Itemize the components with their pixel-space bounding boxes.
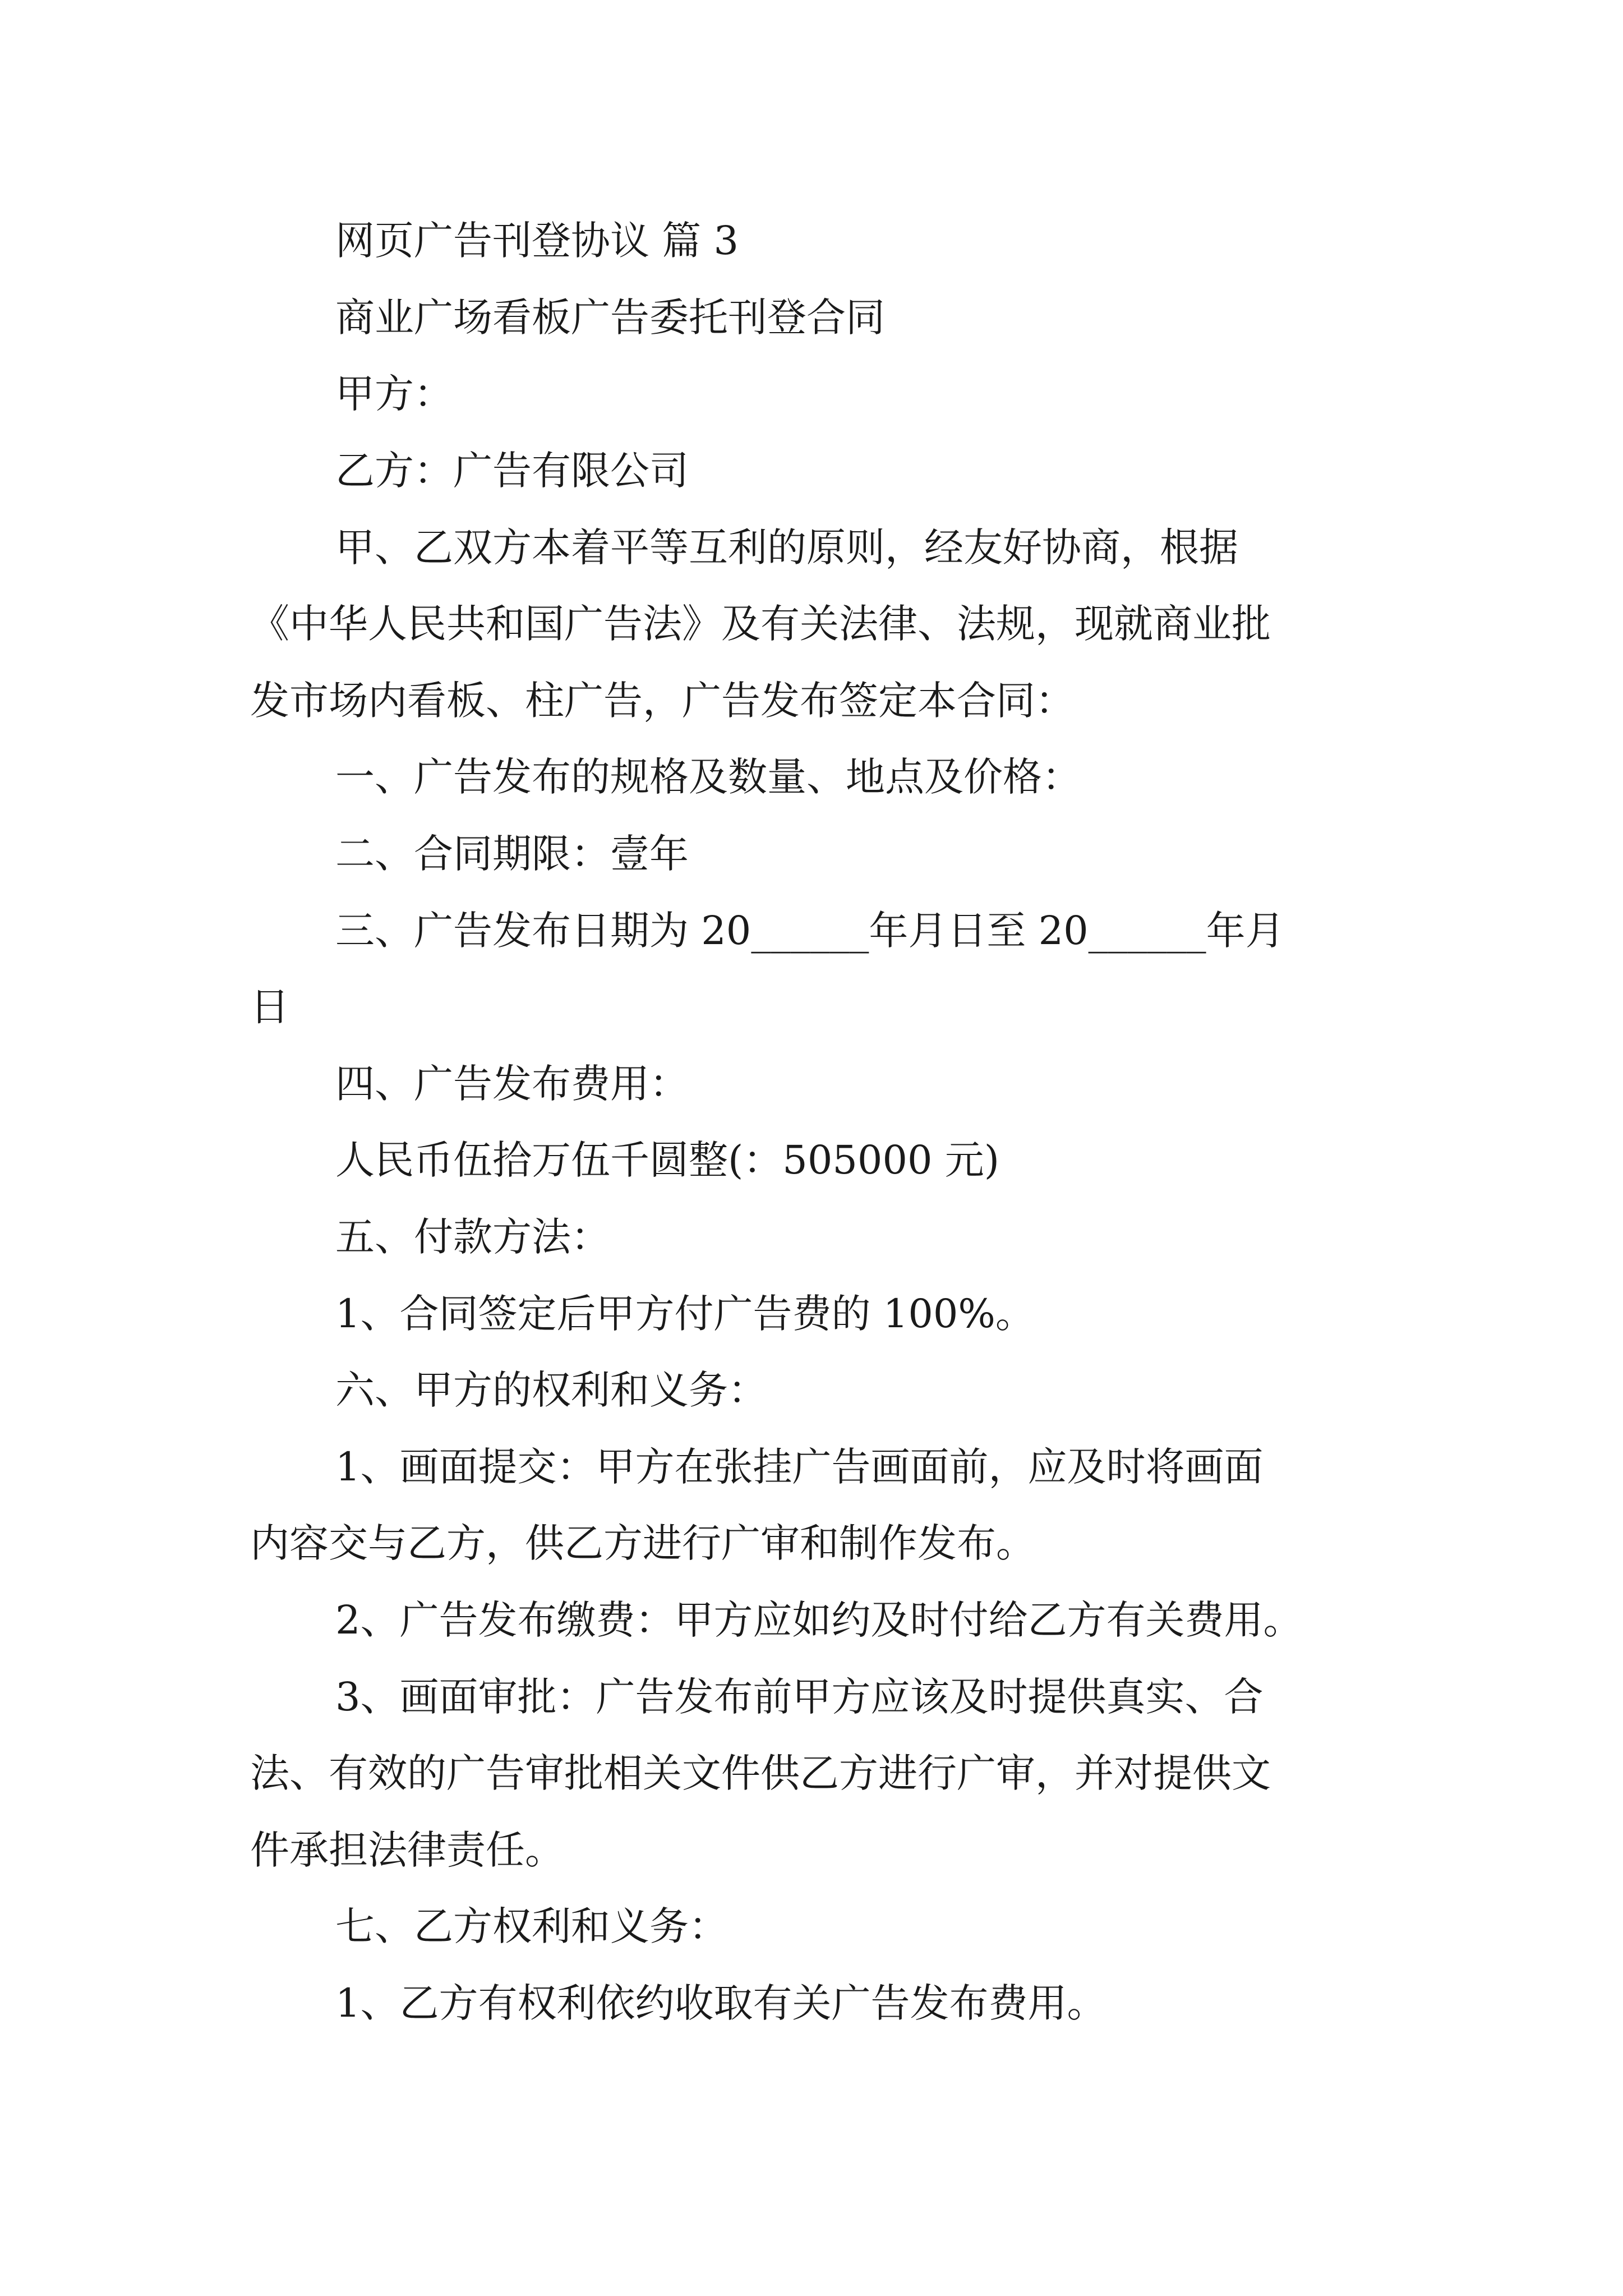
clause-6-item-3-line-1: 3、画面审批：广告发布前甲方应该及时提供真实、合 <box>335 1674 1264 1720</box>
clause-6-item-1-line-2: 内容交与乙方，供乙方进行广审和制作发布。 <box>250 1520 1035 1566</box>
intro-line-3: 发市场内看板、柱广告，广告发布签定本合同： <box>250 678 1075 724</box>
clause-7: 七、乙方权利和义务： <box>335 1903 728 1949</box>
clause-5: 五、付款方法： <box>335 1214 610 1260</box>
clause-6-item-3-line-3: 件承担法律责任。 <box>250 1827 564 1873</box>
intro-line-2: 《中华人民共和国广告法》及有关法律、法规，现就商业批 <box>250 601 1271 647</box>
clause-6-item-3-line-2: 法、有效的广告审批相关文件供乙方进行广审，并对提供文 <box>250 1750 1271 1796</box>
intro-line-1: 甲、乙双方本着平等互利的原则，经友好协商，根据 <box>335 524 1238 570</box>
clause-6-item-1-line-1: 1、画面提交：甲方在张挂广告画面前，应及时将画面 <box>335 1444 1264 1490</box>
document-heading: 网页广告刊登协议 篇 3 <box>335 218 739 264</box>
clause-4-amount: 人民币伍拾万伍千圆整(：505000 元) <box>335 1137 1000 1183</box>
clause-4: 四、广告发布费用： <box>335 1061 689 1107</box>
clause-2: 二、合同期限：壹年 <box>335 831 689 877</box>
clause-5-item-1: 1、合同签定后甲方付广告费的 100%。 <box>335 1291 1035 1337</box>
clause-1: 一、广告发布的规格及数量、地点及价格： <box>335 754 1081 800</box>
clause-6-item-2: 2、广告发布缴费：甲方应如约及时付给乙方有关费用。 <box>335 1597 1303 1643</box>
party-b: 乙方：广告有限公司 <box>335 448 689 494</box>
clause-6: 六、甲方的权利和义务： <box>335 1367 767 1413</box>
clause-3-line-1: 三、广告发布日期为 20______年月日至 20______年月 <box>335 908 1285 954</box>
clause-7-item-1: 1、乙方有权利依约收取有关广告发布费用。 <box>335 1980 1106 2026</box>
party-a: 甲方： <box>335 371 453 417</box>
contract-title: 商业广场看板广告委托刊登合同 <box>335 295 885 341</box>
clause-3-line-2: 日 <box>250 984 289 1030</box>
